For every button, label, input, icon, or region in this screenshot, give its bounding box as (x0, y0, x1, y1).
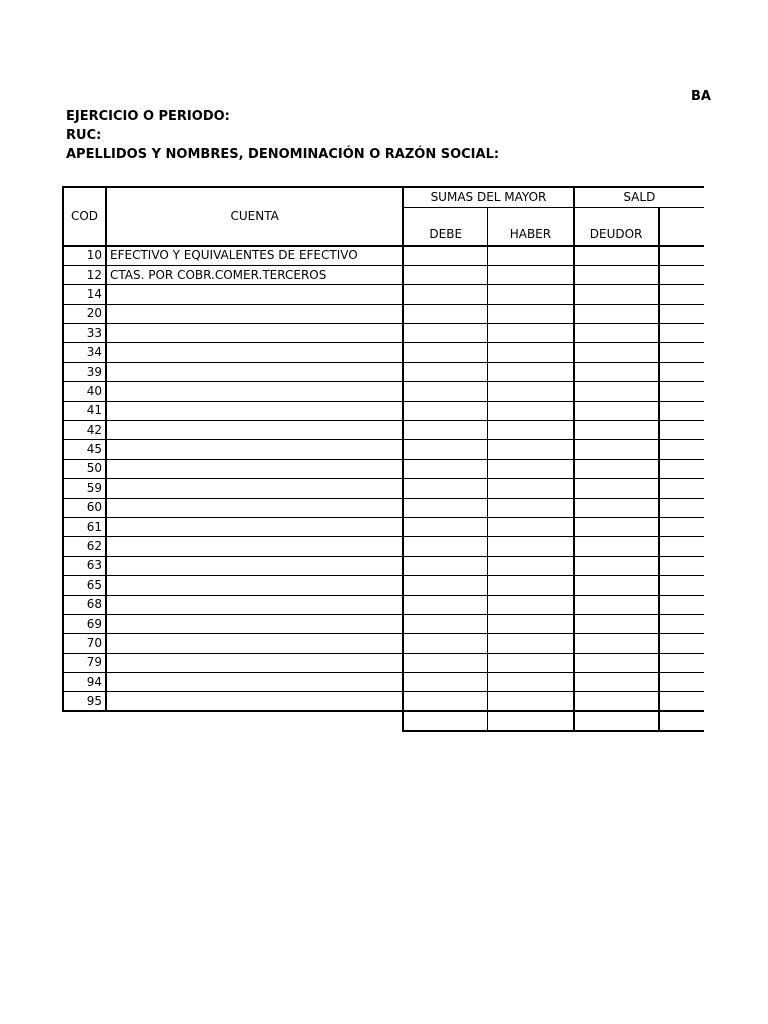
table-row (63, 421, 704, 440)
row-deudor-cell[interactable] (574, 498, 659, 517)
row-cod: 69 (63, 614, 106, 633)
row-acreedor-cell[interactable] (659, 653, 705, 672)
total-haber-cell[interactable] (488, 711, 574, 731)
row-acreedor-cell[interactable] (659, 246, 705, 265)
row-acreedor-cell[interactable] (659, 537, 705, 556)
row-cod: 12 (63, 265, 106, 284)
table-row (63, 517, 704, 536)
row-cod: 20 (63, 304, 106, 323)
row-haber-cell[interactable] (488, 304, 574, 323)
row-acreedor-cell[interactable] (659, 634, 705, 653)
row-cod: 62 (63, 537, 106, 556)
row-deudor-cell[interactable] (574, 556, 659, 575)
row-deudor-cell[interactable] (574, 653, 659, 672)
ruc-label: RUC: (66, 128, 102, 143)
row-cod: 70 (63, 634, 106, 653)
row-haber-cell[interactable] (488, 653, 574, 672)
row-deudor-cell[interactable] (574, 401, 659, 420)
header-sumas-del-mayor: SUMAS DEL MAYOR (403, 187, 573, 207)
row-cod: 95 (63, 692, 106, 711)
row-deudor-cell[interactable] (574, 537, 659, 556)
row-cuenta (106, 382, 403, 401)
total-spacer (63, 711, 106, 731)
row-cuenta: EFECTIVO Y EQUIVALENTES DE EFECTIVO (106, 246, 403, 265)
row-haber-cell[interactable] (488, 595, 574, 614)
row-acreedor-cell[interactable] (659, 517, 705, 536)
row-deudor-cell[interactable] (574, 421, 659, 440)
table-row (63, 498, 704, 517)
row-haber-cell[interactable] (488, 692, 574, 711)
row-cuenta (106, 556, 403, 575)
balance-sheet-table-viewport (62, 186, 704, 734)
row-haber-cell[interactable] (488, 459, 574, 478)
table-row (63, 265, 704, 284)
row-cuenta (106, 440, 403, 459)
row-debe-cell[interactable] (403, 673, 487, 692)
header-acreedor-cell (659, 207, 705, 246)
row-haber-cell[interactable] (488, 576, 574, 595)
row-cuenta (106, 343, 403, 362)
row-cod: 94 (63, 673, 106, 692)
row-haber-cell[interactable] (488, 285, 574, 304)
row-cod: 10 (63, 246, 106, 265)
table-row (63, 324, 704, 343)
table-row (63, 673, 704, 692)
header-cuenta: CUENTA (106, 187, 403, 246)
row-cod: 63 (63, 556, 106, 575)
header-cod: COD (63, 187, 106, 246)
row-deudor-cell[interactable] (574, 479, 659, 498)
table-row (63, 537, 704, 556)
row-debe-cell[interactable] (403, 440, 487, 459)
row-deudor-cell[interactable] (574, 246, 659, 265)
header-saldos: SALD (574, 187, 704, 207)
row-acreedor-cell[interactable] (659, 440, 705, 459)
row-cuenta: CTAS. POR COBR.COMER.TERCEROS (106, 265, 403, 284)
row-debe-cell[interactable] (403, 401, 487, 420)
row-haber-cell[interactable] (488, 401, 574, 420)
row-cod: 50 (63, 459, 106, 478)
table-body (63, 246, 704, 711)
row-deudor-cell[interactable] (574, 343, 659, 362)
row-debe-cell[interactable] (403, 556, 487, 575)
row-cuenta (106, 692, 403, 711)
row-cod: 45 (63, 440, 106, 459)
row-acreedor-cell[interactable] (659, 382, 705, 401)
row-acreedor-cell[interactable] (659, 595, 705, 614)
row-debe-cell[interactable] (403, 634, 487, 653)
row-debe-cell[interactable] (403, 304, 487, 323)
row-cuenta (106, 498, 403, 517)
row-cod: 39 (63, 362, 106, 381)
table-row (63, 246, 704, 265)
row-acreedor-cell[interactable] (659, 343, 705, 362)
row-haber-cell[interactable] (488, 673, 574, 692)
header-debe: DEBE (403, 207, 487, 246)
row-cuenta (106, 653, 403, 672)
row-debe-cell[interactable] (403, 246, 487, 265)
row-deudor-cell[interactable] (574, 285, 659, 304)
row-debe-cell[interactable] (403, 692, 487, 711)
row-deudor-cell[interactable] (574, 304, 659, 323)
row-haber-cell[interactable] (488, 517, 574, 536)
row-acreedor-cell[interactable] (659, 285, 705, 304)
header-haber: HABER (488, 207, 574, 246)
table-row (63, 692, 704, 711)
row-deudor-cell[interactable] (574, 440, 659, 459)
row-debe-cell[interactable] (403, 362, 487, 381)
document-title-fragment: BA (691, 89, 711, 104)
row-cuenta (106, 421, 403, 440)
row-deudor-cell[interactable] (574, 634, 659, 653)
row-cod: 40 (63, 382, 106, 401)
row-acreedor-cell[interactable] (659, 556, 705, 575)
table-row (63, 556, 704, 575)
row-haber-cell[interactable] (488, 421, 574, 440)
row-acreedor-cell[interactable] (659, 421, 705, 440)
row-cod: 33 (63, 324, 106, 343)
row-debe-cell[interactable] (403, 576, 487, 595)
row-haber-cell[interactable] (488, 246, 574, 265)
row-cod: 65 (63, 576, 106, 595)
row-acreedor-cell[interactable] (659, 479, 705, 498)
row-cod: 60 (63, 498, 106, 517)
row-debe-cell[interactable] (403, 595, 487, 614)
row-debe-cell[interactable] (403, 382, 487, 401)
row-cuenta (106, 537, 403, 556)
row-cuenta (106, 324, 403, 343)
table-row (63, 440, 704, 459)
row-deudor-cell[interactable] (574, 382, 659, 401)
row-cuenta (106, 576, 403, 595)
row-acreedor-cell[interactable] (659, 673, 705, 692)
row-cuenta (106, 401, 403, 420)
row-haber-cell[interactable] (488, 265, 574, 284)
row-deudor-cell[interactable] (574, 595, 659, 614)
row-debe-cell[interactable] (403, 343, 487, 362)
table-row (63, 362, 704, 381)
row-cuenta (106, 459, 403, 478)
row-haber-cell[interactable] (488, 498, 574, 517)
row-acreedor-cell[interactable] (659, 459, 705, 478)
balance-table (62, 186, 704, 732)
table-row (63, 285, 704, 304)
row-cuenta (106, 614, 403, 633)
row-haber-cell[interactable] (488, 614, 574, 633)
row-cod: 42 (63, 421, 106, 440)
period-label: EJERCICIO O PERIODO: (66, 109, 230, 124)
table-row (63, 614, 704, 633)
row-haber-cell[interactable] (488, 343, 574, 362)
row-debe-cell[interactable] (403, 459, 487, 478)
row-cuenta (106, 673, 403, 692)
row-acreedor-cell[interactable] (659, 304, 705, 323)
row-debe-cell[interactable] (403, 517, 487, 536)
table-row (63, 595, 704, 614)
row-acreedor-cell[interactable] (659, 324, 705, 343)
row-debe-cell[interactable] (403, 265, 487, 284)
row-cod: 79 (63, 653, 106, 672)
row-deudor-cell[interactable] (574, 517, 659, 536)
row-cod: 14 (63, 285, 106, 304)
total-debe-cell[interactable] (403, 711, 487, 731)
row-acreedor-cell[interactable] (659, 576, 705, 595)
row-acreedor-cell[interactable] (659, 265, 705, 284)
row-cod: 61 (63, 517, 106, 536)
total-spacer (106, 711, 403, 731)
row-acreedor-cell[interactable] (659, 401, 705, 420)
row-deudor-cell[interactable] (574, 614, 659, 633)
row-cod: 34 (63, 343, 106, 362)
row-debe-cell[interactable] (403, 537, 487, 556)
row-haber-cell[interactable] (488, 362, 574, 381)
row-deudor-cell[interactable] (574, 265, 659, 284)
row-deudor-cell[interactable] (574, 324, 659, 343)
row-deudor-cell[interactable] (574, 576, 659, 595)
row-debe-cell[interactable] (403, 285, 487, 304)
row-cuenta (106, 595, 403, 614)
row-debe-cell[interactable] (403, 421, 487, 440)
total-deudor-cell[interactable] (574, 711, 659, 731)
table-row (63, 479, 704, 498)
row-acreedor-cell[interactable] (659, 498, 705, 517)
row-deudor-cell[interactable] (574, 673, 659, 692)
row-cuenta (106, 517, 403, 536)
table-row (63, 401, 704, 420)
row-debe-cell[interactable] (403, 614, 487, 633)
row-cuenta (106, 362, 403, 381)
row-haber-cell[interactable] (488, 324, 574, 343)
row-deudor-cell[interactable] (574, 362, 659, 381)
row-haber-cell[interactable] (488, 382, 574, 401)
table-row (63, 304, 704, 323)
table-row (63, 382, 704, 401)
table-row (63, 576, 704, 595)
row-cod: 41 (63, 401, 106, 420)
row-acreedor-cell[interactable] (659, 614, 705, 633)
company-name-label: APELLIDOS Y NOMBRES, DENOMINACIÓN O RAZÓN SOCIAL: (66, 147, 500, 162)
row-haber-cell[interactable] (488, 634, 574, 653)
row-debe-cell[interactable] (403, 479, 487, 498)
table-row (63, 343, 704, 362)
row-deudor-cell[interactable] (574, 692, 659, 711)
total-acreedor-cell[interactable] (659, 711, 705, 731)
header-deudor: DEUDOR (574, 207, 659, 246)
row-cuenta (106, 285, 403, 304)
table-row (63, 653, 704, 672)
row-cuenta (106, 634, 403, 653)
table-row (63, 634, 704, 653)
row-cod: 68 (63, 595, 106, 614)
row-haber-cell[interactable] (488, 556, 574, 575)
row-haber-cell[interactable] (488, 440, 574, 459)
row-cuenta (106, 479, 403, 498)
row-debe-cell[interactable] (403, 324, 487, 343)
row-haber-cell[interactable] (488, 479, 574, 498)
table-row (63, 459, 704, 478)
row-acreedor-cell[interactable] (659, 692, 705, 711)
row-acreedor-cell[interactable] (659, 362, 705, 381)
row-debe-cell[interactable] (403, 498, 487, 517)
row-cuenta (106, 304, 403, 323)
row-deudor-cell[interactable] (574, 459, 659, 478)
row-debe-cell[interactable] (403, 653, 487, 672)
row-haber-cell[interactable] (488, 537, 574, 556)
row-cod: 59 (63, 479, 106, 498)
